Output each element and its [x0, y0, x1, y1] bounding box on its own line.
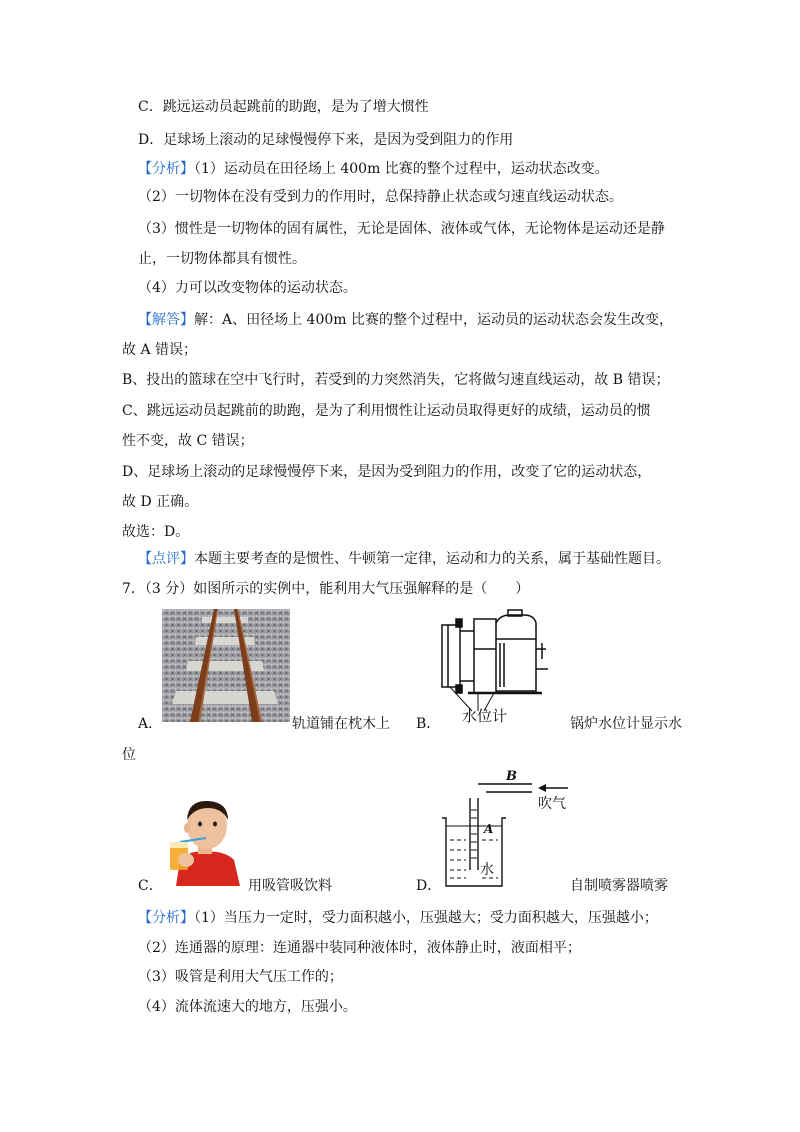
sprayer-label-a: A	[484, 822, 494, 836]
analysis-point-4: （4）力可以改变物体的运动状态。	[138, 280, 357, 296]
sprayer-blow-label: 吹气	[538, 796, 566, 812]
sprayer-diagram	[438, 770, 570, 888]
boy-drinking-image	[162, 790, 246, 886]
option-b-text: 锅炉水位计显示水	[570, 716, 682, 732]
option-c-text: C．跳远运动员起跳前的助跑，是为了增大惯性	[138, 99, 429, 115]
analysis2-point-2: （2）连通器的原理：连通器中装同种液体时，液体静止时，液面相平；	[138, 940, 581, 956]
sprayer-water-label: 水	[480, 862, 494, 878]
analysis-point-2: （2）一切物体在没有受到力的作用时，总保持静止状态或匀速直线运动状态。	[138, 189, 623, 205]
option-a-label: A．	[138, 716, 163, 732]
option-d-label: D．	[416, 878, 442, 894]
analysis-tag: 【分析】	[138, 161, 194, 177]
option-c-label: C．	[138, 878, 163, 894]
analysis2-point-4: （4）流体流速大的地方，压强小。	[138, 999, 357, 1015]
comment-text: 本题主要考查的是惯性、牛顿第一定律，运动和力的关系，属于基础性题目。	[194, 551, 670, 567]
solution-d2: 故 D 正确。	[122, 494, 199, 510]
railway-track-image	[162, 609, 290, 722]
analysis-point-3b: 止，一切物体都具有惯性。	[138, 251, 306, 267]
option-d-text: D．足球场上滚动的足球慢慢停下来，是因为受到阻力的作用	[138, 132, 514, 148]
water-gauge-caption: 水位计	[462, 707, 508, 725]
option-b-text-wrap: 位	[122, 747, 136, 763]
analysis2-tag: 【分析】	[138, 910, 194, 926]
analysis2-point-1: （1）当压力一定时，受力面积越小，压强越大；受力面积越大，压强越小；	[194, 910, 658, 926]
solution-b: B、投出的篮球在空中飞行时，若受到的力突然消失，它将做匀速直线运动，故 B 错误；	[122, 372, 670, 388]
sprayer-label-b: B	[506, 769, 517, 784]
solution-block	[138, 310, 673, 330]
option-d-text: 自制喷雾器喷雾	[570, 878, 668, 894]
solution-c2: 性不变，故 C 错误；	[122, 433, 254, 449]
analysis2-point-3: （3）吸管是利用大气压工作的；	[138, 969, 343, 985]
solution-a1: 解：A、田径场上 400m 比赛的整个过程中，运动员的运动状态会发生改变，	[194, 312, 674, 328]
analysis-point-1: （1）运动员在田径场上 400m 比赛的整个过程中，运动状态改变。	[194, 161, 609, 177]
analysis-point-3a: （3）惯性是一切物体的固有属性，无论是固体、液体或气体，无论物体是运动还是静	[138, 221, 665, 237]
option-a-text: 轨道铺在枕木上	[292, 716, 390, 732]
boiler-gauge-diagram	[438, 609, 553, 734]
option-b-label: B．	[416, 716, 441, 732]
option-c-text: 用吸管吸饮料	[248, 878, 332, 894]
solution-c1: C、跳远运动员起跳前的助跑，是为了利用惯性让运动员取得更好的成绩，运动员的惯	[122, 403, 651, 419]
solution-a2: 故 A 错误；	[122, 342, 198, 358]
solution-d1: D、足球场上滚动的足球慢慢停下来，是因为受到阻力的作用，改变了它的运动状态，	[122, 464, 652, 480]
solution-choice: 故选：D。	[122, 524, 190, 540]
comment-tag: 【点评】	[138, 551, 194, 567]
analysis2-block	[138, 908, 658, 928]
analysis-block-1	[138, 159, 609, 179]
comment-block	[138, 549, 670, 569]
solution-tag: 【解答】	[138, 312, 194, 328]
question-7-stem: 7．（3 分）如图所示的实例中，能利用大气压强解释的是（ ）	[122, 581, 530, 597]
